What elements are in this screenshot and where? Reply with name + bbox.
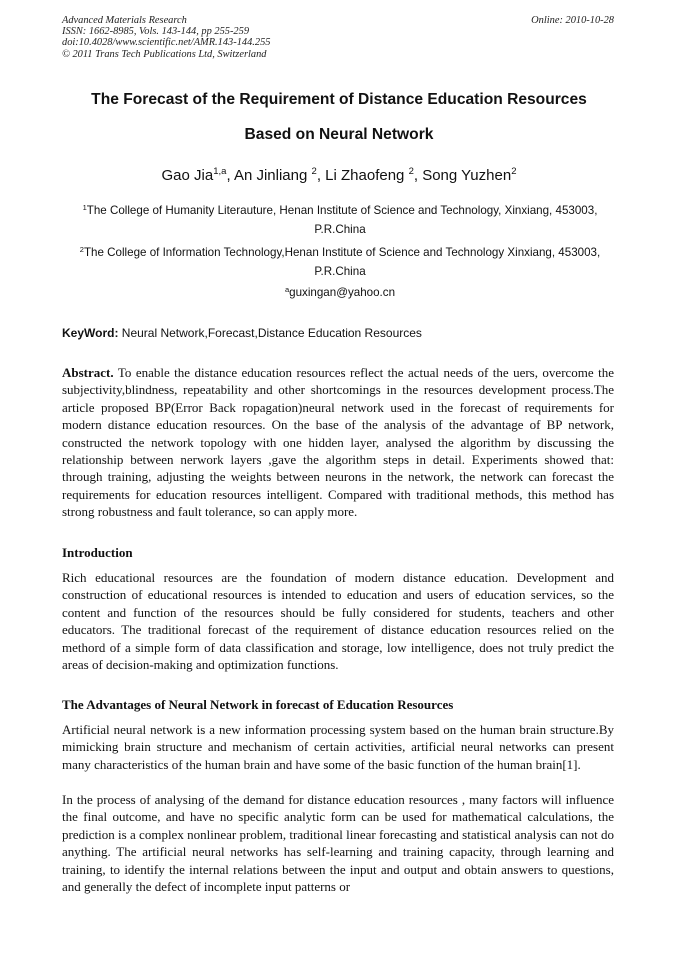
author-list <box>40 167 638 184</box>
author-separator: , <box>226 167 234 184</box>
title-line-2: Based on Neural Network <box>244 126 434 143</box>
author-affil-sup: 2 <box>408 166 414 177</box>
email-sup: a <box>284 285 290 294</box>
advantages-paragraph-1: Artificial neural network is a new information processing system based on the human brain structure.By mimicking brain structure and mechanism of certain activities, artificial neural networks can present many characteristics of the human brain and have some of the basic function of the human brain[1]. <box>62 722 614 772</box>
author-separator: , <box>316 167 326 184</box>
author-name: An Jinliang <box>233 167 312 184</box>
author-affil-sup: 2 <box>511 166 517 177</box>
introduction-paragraph: Rich educational resources are the foundation of modern distance education. Development and construction of educational resources is intended to education and users of education services, so the content and function of the resources should be fully considered for students, teachers and other educators. The traditional forecast of the requirement of distance education resources relied on the methord of a simple form of data classification and storage, low intelligence, does not truly predict the areas of decision-making and optimization functions. <box>62 570 614 673</box>
online-date: Online: 2010-10-28 <box>531 15 614 26</box>
affiliation-2 <box>66 243 614 281</box>
doi: doi:10.4028/www.scientific.net/AMR.143-144.255 <box>62 37 271 49</box>
header-left <box>62 15 442 60</box>
keyword-text: Neural Network,Forecast,Distance Education Resources <box>118 326 422 340</box>
affiliation-text: The College of Humanity Literauture, Henan Institute of Science and Technology, Xinxiang, 453003, P.R.China <box>86 204 598 236</box>
section-heading-introduction: Introduction <box>62 545 133 560</box>
affiliation-1 <box>66 201 614 239</box>
affiliation-text: The College of Information Technology,Henan Institute of Science and Technology Xinxiang, 453003, P.R.China <box>83 246 601 278</box>
abstract-label: Abstract. <box>62 365 114 380</box>
title-line-1: The Forecast of the Requirement of Distance Education Resources <box>91 91 587 108</box>
keywords <box>62 326 622 340</box>
author-name: Gao Jia <box>161 167 214 184</box>
keyword-label: KeyWord: <box>62 326 119 340</box>
contact-email <box>66 286 614 299</box>
author-name: Song Yuzhen <box>422 167 512 184</box>
email-address: guxingan@yahoo.cn <box>289 286 396 299</box>
copyright: © 2011 Trans Tech Publications Ltd, Switzerland <box>62 48 267 60</box>
abstract <box>62 364 614 521</box>
section-heading-advantages: The Advantages of Neural Network in forecast of Education Resources <box>62 697 454 712</box>
affiliation-sup: 2 <box>79 245 84 254</box>
author-separator: , <box>413 167 423 184</box>
affiliation-sup: 1 <box>82 203 87 212</box>
author-name: Li Zhaofeng <box>325 167 409 184</box>
author-affil-sup: 1,a <box>213 166 227 177</box>
journal-name: Advanced Materials Research <box>62 15 187 26</box>
author-affil-sup: 2 <box>311 166 317 177</box>
advantages-paragraph-2: In the process of analysing of the demand for distance education resources , many factors will influence the final outcome, and have no specific analytic form can be used for mathematical calculations, the prediction is a complex nonlinear problem, traditional linear forecasting and statistical analysis can not do anything. The artificial neural networks has self-learning and training capacity, through learning and training, to identify the internal relations between the input and output and obtain answers to questions, and generally the defect of incomplete input patterns or <box>62 792 614 895</box>
abstract-text: To enable the distance education resources reflect the actual needs of the uers, overcome the subjectivity,blindness, repeatability and other shortcomings in the resources development process.The article proposed BP(Error Back ropagation)neural network used in the forecast of requirements for modern distance education resources. On the base of the analysis of the advantage of BP network, constructed the network topology with one hidden layer, analysed the algorithm by discussing the relationship between nerwork layers ,gave the algorithm steps in detail. Experiments showed that: through training, adjusting the weights between neurons in the network, the network can forecast the requirements for education resources intelligent. Compared with traditional methods, this method has strong robustness and fault tolerance, so can apply more. <box>62 365 614 520</box>
issn: ISSN: 1662-8985, Vols. 143-144, pp 255-259 <box>62 26 250 38</box>
